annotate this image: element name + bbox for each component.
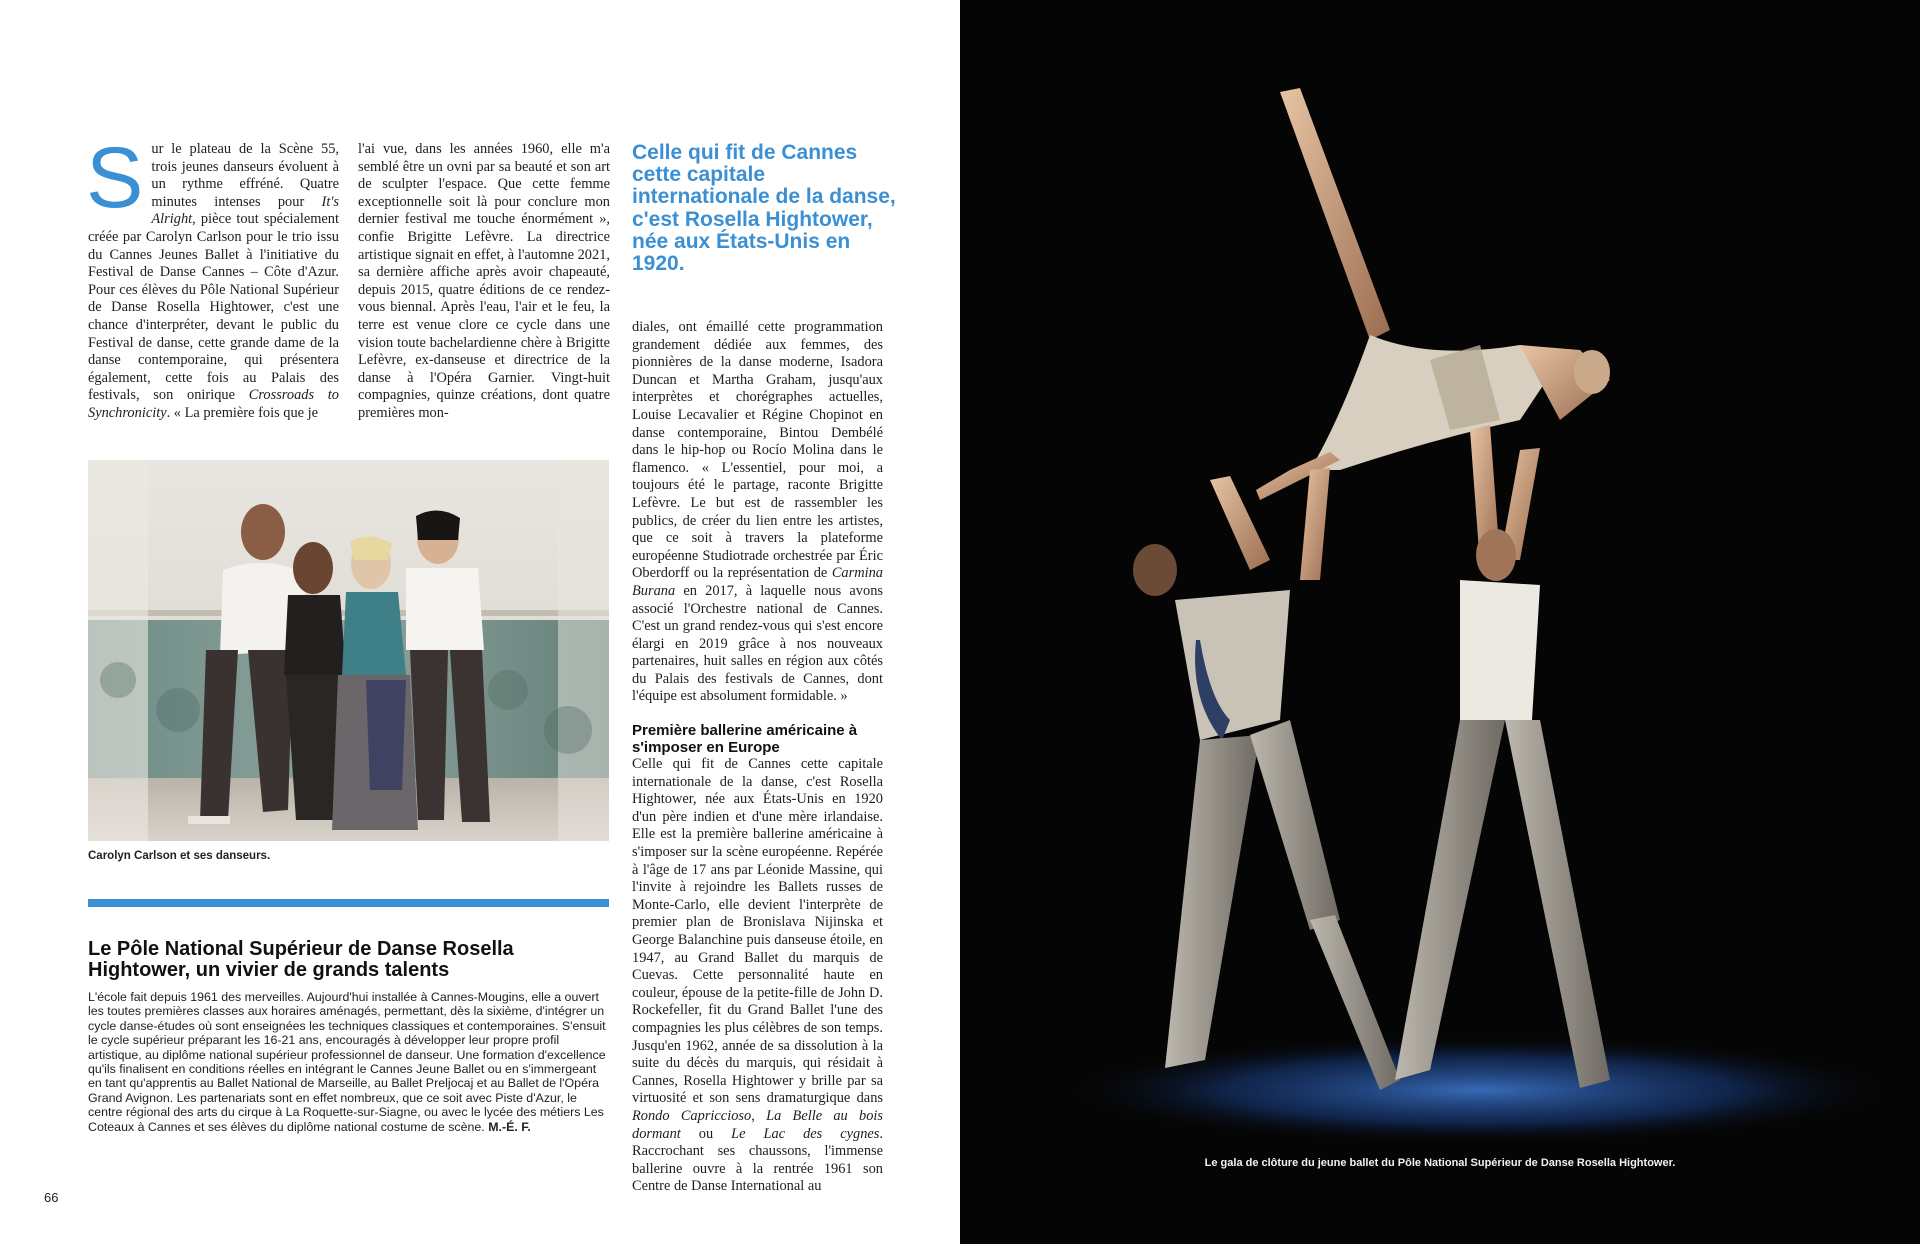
dancers-group-photo — [88, 460, 609, 841]
article-paragraph — [632, 319, 883, 706]
sidebar-box-text: L'école fait depuis 1961 des merveilles. Aujourd'hui installée à Cannes-Mougins, elle a ouvert les toutes premières classes aux horaires aménagés, permettant, dès la sixième, d'intégrer un cycle danse-études où sont enseignées les techniques classiques et contemporaines. S'ensuit le cycle supérieur préparant les 16-21 ans, encouragés à développer leur propre profil artistique, au diplôme national supérieur professionnel de danseur. Une formation d'excellence qu'ils finalisent en conditions réelles en intégrant le Cannes Jeune Ballet ou en s'immergeant en tant qu'apprentis au Ballet National de Marseille, au Ballet Preljocaj et au Ballet de l'Opéra Grand Avignon. Les partenariats sont en effet nombreux, que ce soit avec Piste d'Azur, le centre régional des arts du cirque à La Roquette-sur-Siagne, ou avec le lycée des métiers Les Coteaux à Cannes et ses élèves du diplôme national costume de scène. — [88, 990, 606, 1134]
section-subhead: Première ballerine américaine à s'imposer en Europe — [632, 722, 858, 757]
text-run: en 2017, à laquelle nous avons associé l'Orchestre national de Cannes. C'est un grand rendez-vous qui s'est encore élargi en 2019 grâce à nos nouveaux partenaires, huit salles en région aux côtés du Palais des festivals de Cannes, dont l'équipe est absolument formidable. » — [632, 582, 883, 705]
work-title: Crossroads to Synchronicity — [88, 387, 340, 421]
text-run: diales, ont émaillé cette programmation grandement dédiée aux femmes, des pionnières de la danse moderne, Isadora Duncan et Martha Graham, jusqu'aux interprètes et chorégraphes actuelles, Louise Lecavalier et Régine Chopinot en danse contemporaine, Bintou Dembélé dans le hip-hop ou Rocío Molina dans le flamenco. « L'essentiel, pour moi, a toujours été le partage, raconte Brigitte Lefèvre. Le but est de rassembler les publics, de créer du lien entre les artistes, que ce soit à travers la plateforme européenne Studiotrade orchestrée par Éric Oberdorff ou la représentation de — [632, 319, 883, 582]
work-title: Rondo Capriccioso — [632, 1107, 752, 1124]
article-paragraph: l'ai vue, dans les années 1960, elle m'a semblé être un ovni par sa beauté et son art de sculpter l'espace. Que cette femme exceptionnelle soit là pour conclure mon dernier festival me touche énormément », confie Brigitte Lefèvre. La directrice artistique signait en effet, à l'automne 2021, sa dernière affiche après avoir chapeauté, depuis 2015, quatre éditions de ce rendez-vous biennal. Après l'eau, l'air et le feu, la terre est venue clore ce cycle dans une vision toute bachelardienne chère à Brigitte Lefèvre, ex-danseuse et directrice de la danse à l'Opéra Garnier. Vingt-huit compagnies, quinze créations, dont quatre premières mon- — [358, 141, 610, 421]
ballet-photo-illustration — [960, 0, 1920, 1244]
text-run: ou — [680, 1125, 732, 1142]
article-column-3 — [632, 319, 883, 1196]
work-title: It's Alright — [151, 193, 339, 228]
text-run: , pièce tout spécialement créée par Carolyn Carlson pour le trio issu du Cannes Jeunes Ballet à l'initiative du Festival de Danse Cannes – Côte d'Azur. Pour ces élèves du Pôle National Supérieur de Danse Rosella Hightower, c'est une chance d'interpréter, devant le public du Festival de danse, cette grande dame de la danse contemporaine, qui présentera également, cette fois au Palais des festivals, son onirique — [88, 211, 339, 404]
text-run: . Raccrochant ses chaussons, l'immense ballerine ouvre à la rentrée 1961 son Centre de Danse International au — [632, 1125, 883, 1195]
pull-quote: Celle qui fit de Cannes cette capitale internationale de la danse, c'est Rosella Hightower, née aux États-Unis en 1920. — [632, 141, 896, 276]
text-run: Celle qui fit de Cannes cette capitale internationale de la danse, c'est Rosella Hightower, née aux États-Unis en 1920 d'un père indien et d'une mère irlandaise. Elle est la première ballerine américaine à s'imposer sur la scène européenne. Repérée à l'âge de 17 ans par Léonide Massine, qui l'invite à rejoindre les Ballets russes de Monte-Carlo, elle devient l'interprète de premier plan de Bronislava Nijinska et George Balanchine puis danseuse étoile, en 1947, au Grand Ballet du marquis de Cuevas. Cette personnalité haute en couleur, épouse de la petite-fille de John D. Rockefeller, fit du Grand Ballet l'une des compagnies les plus célèbres de son temps. Jusqu'en 1962, année de sa dissolution à la suite du décès du marquis, qui résidait à Cannes, Rosella Hightower y brille par sa virtuosité et son sens dramaturgique dans — [632, 756, 883, 1107]
ballet-gala-photo — [960, 0, 1920, 1244]
sidebar-box-body — [88, 990, 609, 1134]
sidebar-box-title: Le Pôle National Supérieur de Danse Rosella Hightower, un vivier de grands talents — [88, 938, 514, 981]
text-run: . « La première fois que je — [166, 404, 319, 421]
section-divider — [88, 899, 609, 907]
photo-caption: Carolyn Carlson et ses danseurs. — [88, 850, 271, 862]
article-column-1 — [86, 130, 340, 423]
author-signature: M.-É. F. — [488, 1119, 531, 1134]
work-title: La Belle au bois dormant — [632, 1107, 883, 1142]
work-title: Le Lac des cygnes — [731, 1125, 880, 1142]
text-run: ur le plateau de la Scène 55, trois jeunes danseurs évoluent à un rythme effréné. Quatre minutes intenses pour — [151, 141, 339, 210]
text-run: , — [751, 1107, 767, 1124]
article-paragraph — [632, 756, 883, 1196]
work-title: Carmina Burana — [632, 565, 883, 599]
article-paragraph — [86, 130, 340, 423]
drop-cap: S — [86, 130, 144, 226]
article-column-2 — [358, 141, 610, 423]
photo-caption-right: Le gala de clôture du jeune ballet du Pôle National Supérieur de Danse Rosella Hightower. — [1204, 1157, 1676, 1169]
group-photo-illustration — [88, 460, 609, 841]
page-number: 66 — [44, 1190, 59, 1205]
